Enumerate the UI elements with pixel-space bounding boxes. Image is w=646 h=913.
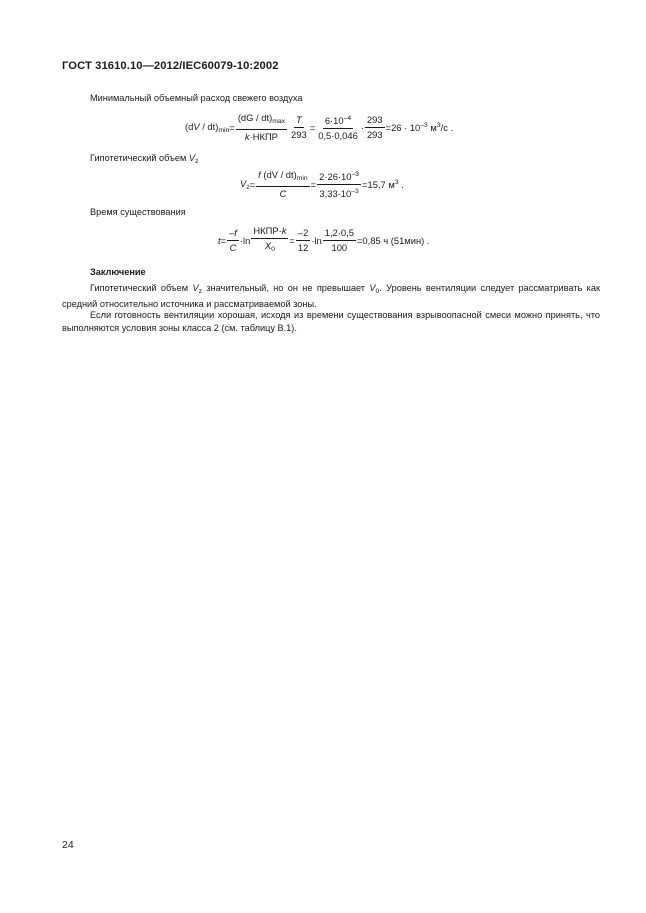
formula1-result: $=26 \cdot 10^{-3}$ $м^3/с$ . [385,122,454,133]
document-header: ГОСТ 31610.10—2012/IEC60079-10:2002 [62,60,279,72]
section-label-existence-time: Время существования [90,207,186,217]
formula3-fraction-4: $\frac{1,2\cdot 0,5}{100}$ [324,227,354,253]
section-label-hypothetical-volume: Гипотетический объем $V_z$ [90,153,199,165]
conclusion-title: Заключение [90,267,146,277]
formula1-fraction-3: $\frac{6\cdot 10^{-4}}{0,5\cdot 0,046}$ [318,115,358,141]
formula-existence-time: t = $\frac{-f}{C}$ ·ln $\frac{\text{НКПР·k}}{X_0}$ = $\frac{-2}{12}$ ·ln $\frac{1,2\cdot 0,5}{100}$ =0,85 ч (51мин) . [218,225,429,256]
formula3-fraction-3: $\frac{-2}{12}$ [297,227,309,253]
page-number: 24 [62,839,74,851]
formula1-fraction-4: $\frac{293}{293}$ [366,114,383,140]
formula3-fraction-2: $\frac{\text{НКПР·k}}{X_0}$ [253,225,287,253]
formula2-result: =15,7 $м^3$ . [362,179,404,190]
formula2-fraction-1: $\frac{f (dV / dt)_{min}}{C}$ [258,169,308,199]
formula2-lhs: $V_z$ [240,178,250,191]
conclusion-paragraph-1: Гипотетический объем $V_z$ значительный, но он не превышает $V_0$. Уровень вентиляции следует рассматривать как средний относительно источника и рассматриваемой зоны. [62,283,600,310]
formula3-fraction-1: $\frac{-f}{C}$ [229,227,237,253]
formula1-fraction-2: $\frac{T}{293}$ [291,114,307,140]
conclusion-paragraph-2: Если готовность вентиляции хорошая, исходя из времени существования взрывоопасной смеси можно принять, что выполняются условия зоны класса 2 (см. таблицу В.1). [62,310,600,334]
formula1-lhs: $(dV / dt)_{min}$ [185,121,230,134]
formula2-fraction-2: $\frac{2\cdot 26\cdot 10^{-3}}{3,33\cdot 10^{-3}}$ [319,171,360,199]
section-label-fresh-air-flow: Минимальный объемный расход свежего воздуха [90,93,303,103]
formula-hypothetical-volume: $V_z$ = $\frac{f (dV / dt)_{min}}{C}$ = $\frac{2\cdot 26\cdot 10^{-3}}{3,33\cdot 10^{-3}}$ =15,7 $м^3$ . [240,169,404,199]
formula1-fraction-1: $\frac{(dG / dt)_{max}}{\text{k·НКПР}}$ [237,112,286,142]
formula-fresh-air-flow: $(dV / dt)_{min}$ = $\frac{(dG / dt)_{max}}{\text{k·НКПР}}$ $\frac{T}{293}$ = $\frac{6\cdot 10^{-4}}{0,5\cdot 0,046}$ · $\frac{293}{293}$ $=26 \cdot 10^{-3}$ $м^3/с$ . [185,112,454,142]
